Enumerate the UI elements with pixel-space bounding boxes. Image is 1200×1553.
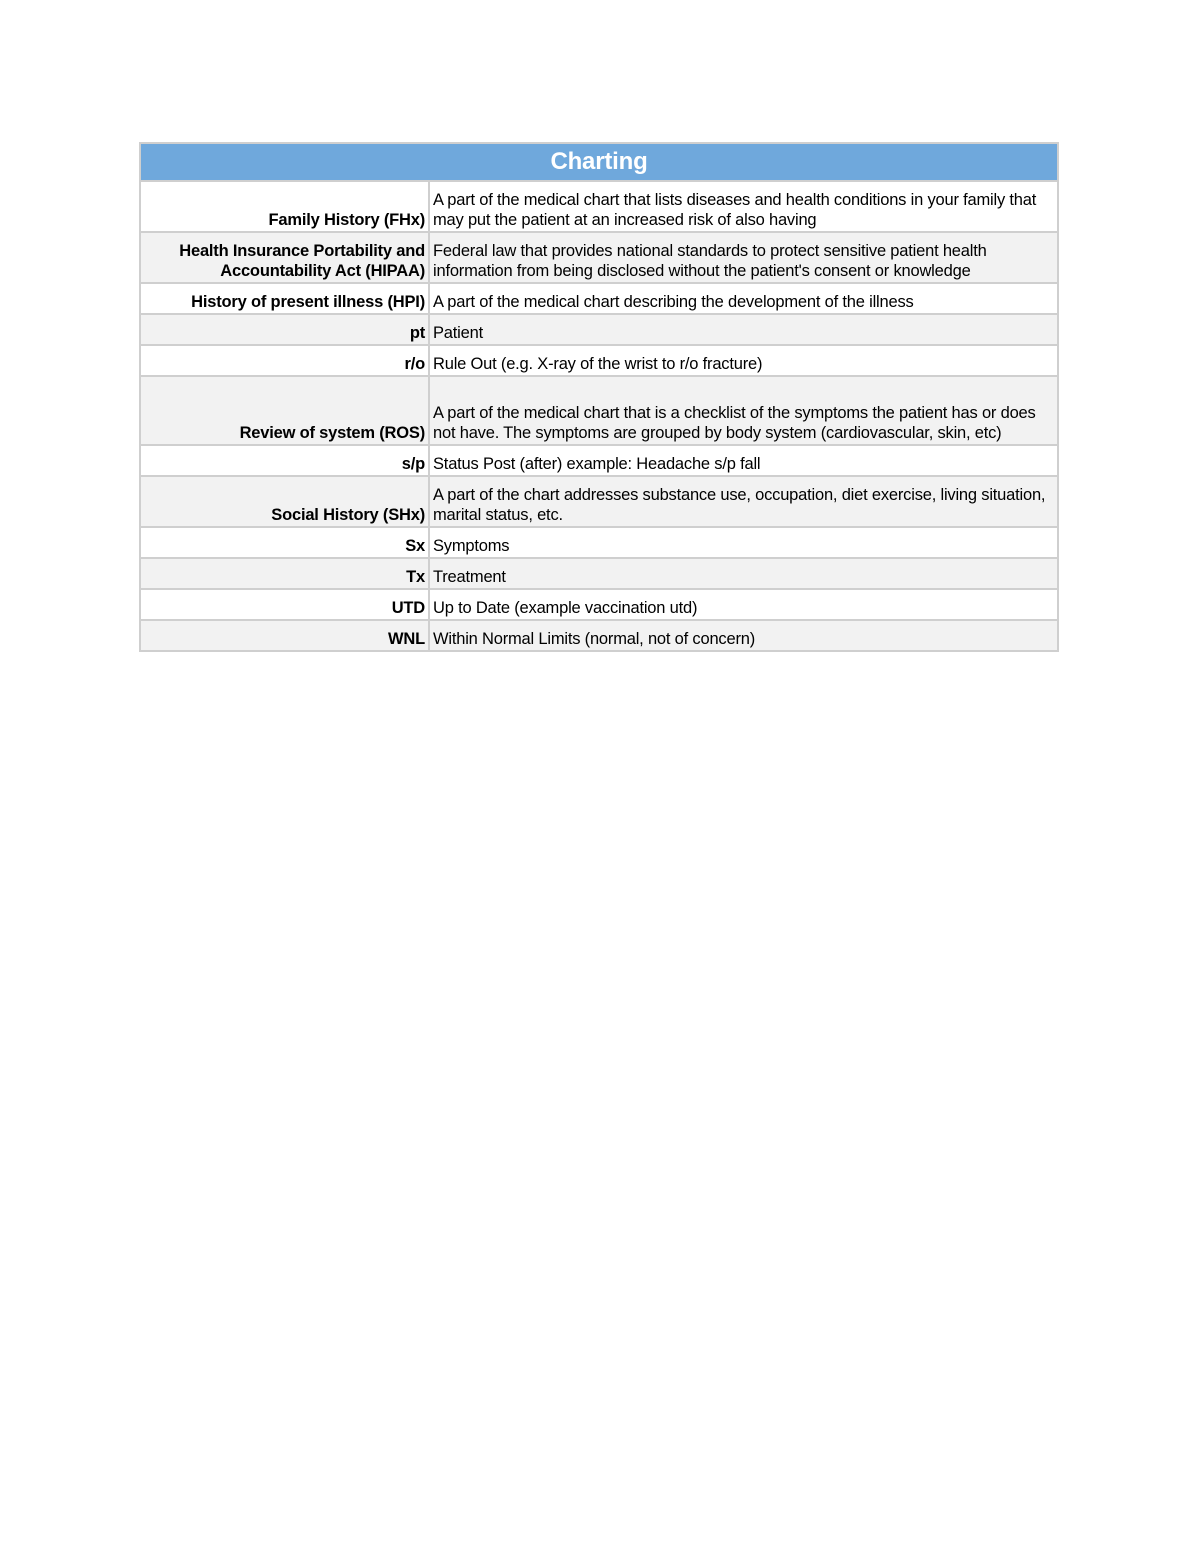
table-row (140, 376, 1058, 445)
table-row (140, 558, 1058, 589)
term-cell: Review of system (ROS) (140, 376, 429, 445)
definition-cell: Within Normal Limits (normal, not of concern) (429, 620, 1058, 651)
definition-cell: A part of the medical chart that lists diseases and health conditions in your family that may put the patient at an increased risk of also having (429, 181, 1058, 232)
definition-cell: Federal law that provides national standards to protect sensitive patient health information from being disclosed without the patient's consent or knowledge (429, 232, 1058, 283)
definition-cell: Symptoms (429, 527, 1058, 558)
table-row (140, 620, 1058, 651)
definition-cell: A part of the medical chart that is a checklist of the symptoms the patient has or does not have. The symptoms are grouped by body system (cardiovascular, skin, etc) (429, 376, 1058, 445)
table-row (140, 476, 1058, 527)
table-header-row (140, 143, 1058, 181)
definition-cell: A part of the medical chart describing the development of the illness (429, 283, 1058, 314)
term-cell: History of present illness (HPI) (140, 283, 429, 314)
table-row (140, 232, 1058, 283)
definition-cell: Rule Out (e.g. X-ray of the wrist to r/o fracture) (429, 345, 1058, 376)
term-cell: Health Insurance Portability and Accountability Act (HIPAA) (140, 232, 429, 283)
table-row (140, 527, 1058, 558)
charting-table (139, 142, 1059, 652)
term-cell: Social History (SHx) (140, 476, 429, 527)
term-cell: Family History (FHx) (140, 181, 429, 232)
table-row (140, 181, 1058, 232)
term-cell: pt (140, 314, 429, 345)
term-cell: s/p (140, 445, 429, 476)
definition-cell: A part of the chart addresses substance use, occupation, diet exercise, living situation, marital status, etc. (429, 476, 1058, 527)
definition-cell: Status Post (after) example: Headache s/p fall (429, 445, 1058, 476)
table-title: Charting (140, 143, 1058, 181)
table-row (140, 445, 1058, 476)
table-row (140, 314, 1058, 345)
term-cell: WNL (140, 620, 429, 651)
term-cell: r/o (140, 345, 429, 376)
definition-cell: Patient (429, 314, 1058, 345)
term-cell: Tx (140, 558, 429, 589)
term-cell: Sx (140, 527, 429, 558)
table-row (140, 283, 1058, 314)
table-row (140, 345, 1058, 376)
definition-cell: Treatment (429, 558, 1058, 589)
table-row (140, 589, 1058, 620)
definition-cell: Up to Date (example vaccination utd) (429, 589, 1058, 620)
term-cell: UTD (140, 589, 429, 620)
